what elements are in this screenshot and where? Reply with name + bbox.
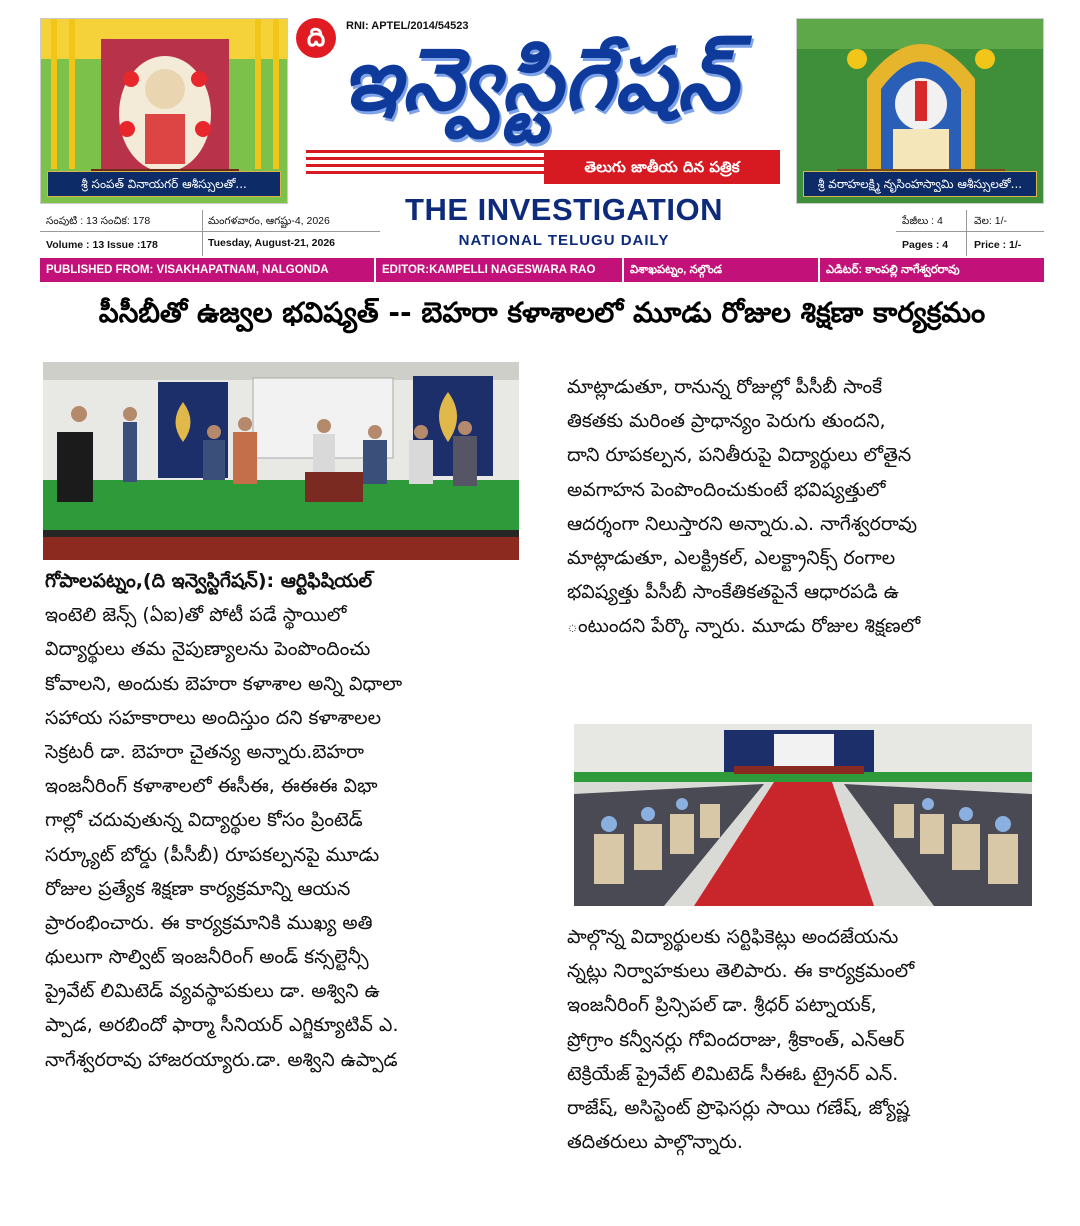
article-right-column-top bbox=[567, 370, 1035, 644]
left-line: నాగేశ్వరరావు హాజరయ్యారు.డా. అశ్విని ఉప్పాడ bbox=[45, 1048, 398, 1071]
right-line: తికతకు మరింత ప్రాధాన్యం పెరుగు తుందని, bbox=[567, 410, 886, 433]
right-line: భవిష్యత్తు పీసీబీ సాంకేతికతపైనే ఆధారపడి ఉ bbox=[567, 581, 899, 604]
left-line: కోవాలని, అందుకు బెహరా కళాశాల అన్ని విధాలా bbox=[45, 672, 403, 695]
article-headline: పీసీబీతో ఉజ్వల భవిష్యత్ -- బెహరా కళాశాలలో మూడు రోజుల శిక్షణా కార్యక్రమం bbox=[98, 296, 986, 329]
left-line: ఇంటెలి జెన్స్ (ఏఐ)తో పోటీ పడే స్థాయిలో bbox=[45, 604, 347, 627]
logo-badge: ది bbox=[296, 18, 336, 58]
bar-separator bbox=[374, 258, 376, 282]
right-line: దాని రూపకల్పన, పనితీరుపై విద్యార్థులు లోతైన bbox=[567, 444, 912, 467]
left-line: రోజుల ప్రత్యేక శిక్షణా కార్యక్రమాన్ని ఆయన bbox=[45, 877, 351, 900]
meta-divider bbox=[202, 210, 203, 256]
left-line: సెక్రటరీ డా. బెహరా చైతన్య అన్నారు.బెహరా bbox=[45, 740, 364, 763]
left-line: గోపాలపట్నం,(ది ఇన్వెస్టిగేషన్): ఆర్టిఫిషియల్ bbox=[45, 570, 373, 592]
volume-te: సంపుటి : 13 సంచిక: 178 bbox=[46, 215, 151, 227]
left-line: గాల్లో చదువుతున్న విద్యార్థుల కోసం ప్రింటెడ్ bbox=[45, 809, 363, 832]
place-te: విశాఖపట్నం, నల్గొండ bbox=[630, 264, 723, 276]
masthead-tagline: తెలుగు జాతీయ దిన పత్రిక bbox=[544, 150, 780, 184]
right-line: ప్రోగ్రాం కన్వీనర్లు గోవిందరాజు, శ్రీకాంత్, ఎన్ఆర్ bbox=[567, 1028, 905, 1051]
stage-photo bbox=[43, 362, 519, 560]
bar-separator bbox=[818, 258, 820, 282]
price-en: Price : 1/- bbox=[974, 239, 1022, 251]
meta-divider bbox=[966, 210, 967, 256]
telugu-masthead-title: ఇన్వెస్టిగేషన్ bbox=[341, 30, 739, 130]
right-line: మాట్లాడుతూ, రానున్న రోజుల్లో పీసీబీ సాంకే bbox=[567, 376, 883, 398]
english-title: THE INVESTIGATION bbox=[405, 192, 723, 227]
editor-te: ఎడిటర్: కాంపల్లి నాగేశ్వరరావు bbox=[826, 264, 960, 276]
left-line: విద్యార్థులు తమ నైపుణ్యాలను పెంపొందించు bbox=[45, 638, 371, 661]
right-line: మాట్లాడుతూ, ఎలక్ట్రికల్, ఎలక్ట్రానిక్స్ రంగాల bbox=[567, 546, 896, 569]
masthead-left-photo bbox=[40, 18, 288, 204]
right-line: ఆదర్శంగా నిలుస్తారని అన్నారు.ఎ. నాగేశ్వరరావు bbox=[567, 512, 918, 535]
right-photo-caption: శ్రీ వరాహలక్ష్మి నృసింహస్వామి ఆశీస్సులతో... bbox=[803, 171, 1037, 197]
price-te: వెల: 1/- bbox=[974, 215, 1007, 227]
pages-en: Pages : 4 bbox=[902, 239, 949, 251]
left-line: సహాయ సహకారాలు అందిస్తుం దని కళాశాలల bbox=[45, 706, 382, 729]
right-line: టెక్రియేజ్ ప్రైవేట్ లిమిటెడ్ సీఈఓ ట్రైనర్ ఎన్. bbox=[567, 1062, 899, 1085]
right-line: తదితరులు పాల్గొన్నారు. bbox=[567, 1131, 743, 1154]
publisher-bar bbox=[40, 258, 1044, 282]
right-line: ంటుందని పేర్కొ న్నారు. మూడు రోజుల శిక్షణలో bbox=[567, 615, 921, 638]
meta-divider bbox=[40, 231, 380, 232]
date-en: Tuesday, August-21, 2026 bbox=[208, 237, 336, 249]
pages-te: పేజీలు : 4 bbox=[902, 215, 943, 227]
right-line: రాజేష్, అసిస్టెంట్ ప్రొఫెసర్లు సాయి గణేష్, జ్యోష్ణ bbox=[567, 1096, 910, 1119]
english-subtitle: NATIONAL TELUGU DAILY bbox=[458, 232, 670, 249]
article-left-column bbox=[45, 564, 521, 1077]
auditorium-photo bbox=[574, 724, 1032, 906]
right-line: ఇంజనీరింగ్ ప్రిన్సిపల్ డా. శ్రీధర్ పట్నాయక్, bbox=[567, 994, 877, 1017]
masthead-speed-lines bbox=[306, 150, 546, 184]
rni-number: RNI: APTEL/2014/54523 bbox=[346, 20, 469, 32]
right-line: పాల్గొన్న విద్యార్థులకు సర్టిఫికెట్లు అందజేయను bbox=[567, 926, 899, 948]
published-from: PUBLISHED FROM: VISAKHAPATNAM, NALGONDA bbox=[46, 264, 329, 276]
left-line: ప్పాడ, అరబిందో ఫార్మా సీనియర్ ఎగ్జిక్యూటివ్ ఎ. bbox=[45, 1014, 399, 1037]
left-photo-caption: శ్రీ సంపత్ వినాయగర్ ఆశీస్సులతో... bbox=[47, 171, 281, 197]
left-line: ప్రైవేట్ లిమిటెడ్ వ్యవస్థాపకులు డా. అశ్విని ఉ bbox=[45, 980, 380, 1003]
left-line: థులుగా సొల్విట్ ఇంజనీరింగ్ అండ్ కన్సల్టెన్సీ bbox=[45, 946, 369, 969]
left-line: ప్రారంభించారు. ఈ కార్యక్రమానికి ముఖ్య అతి bbox=[45, 911, 373, 934]
left-line: సర్క్యూట్ బోర్డు (పీసీబీ) రూపకల్పనపై మూడు bbox=[45, 843, 380, 866]
meta-divider bbox=[896, 231, 1044, 232]
date-te: మంగళవారం, ఆగష్టు-4, 2026 bbox=[208, 215, 330, 227]
bar-separator bbox=[622, 258, 624, 282]
editor-en: EDITOR:KAMPELLI NAGESWARA RAO bbox=[382, 264, 596, 276]
volume-en: Volume : 13 Issue :178 bbox=[46, 239, 158, 251]
masthead-right-photo bbox=[796, 18, 1044, 204]
article-right-column-bottom bbox=[567, 920, 1035, 1159]
right-line: అవగాహన పెంపొందించుకుంటే భవిష్యత్తులో bbox=[567, 478, 886, 501]
left-line: ఇంజనీరింగ్ కళాశాలలో ఈసీఈ, ఈఈఈ విభా bbox=[45, 775, 378, 798]
right-line: న్నట్లు నిర్వాహకులు తెలిపారు. ఈ కార్యక్రమంలో bbox=[567, 960, 915, 983]
